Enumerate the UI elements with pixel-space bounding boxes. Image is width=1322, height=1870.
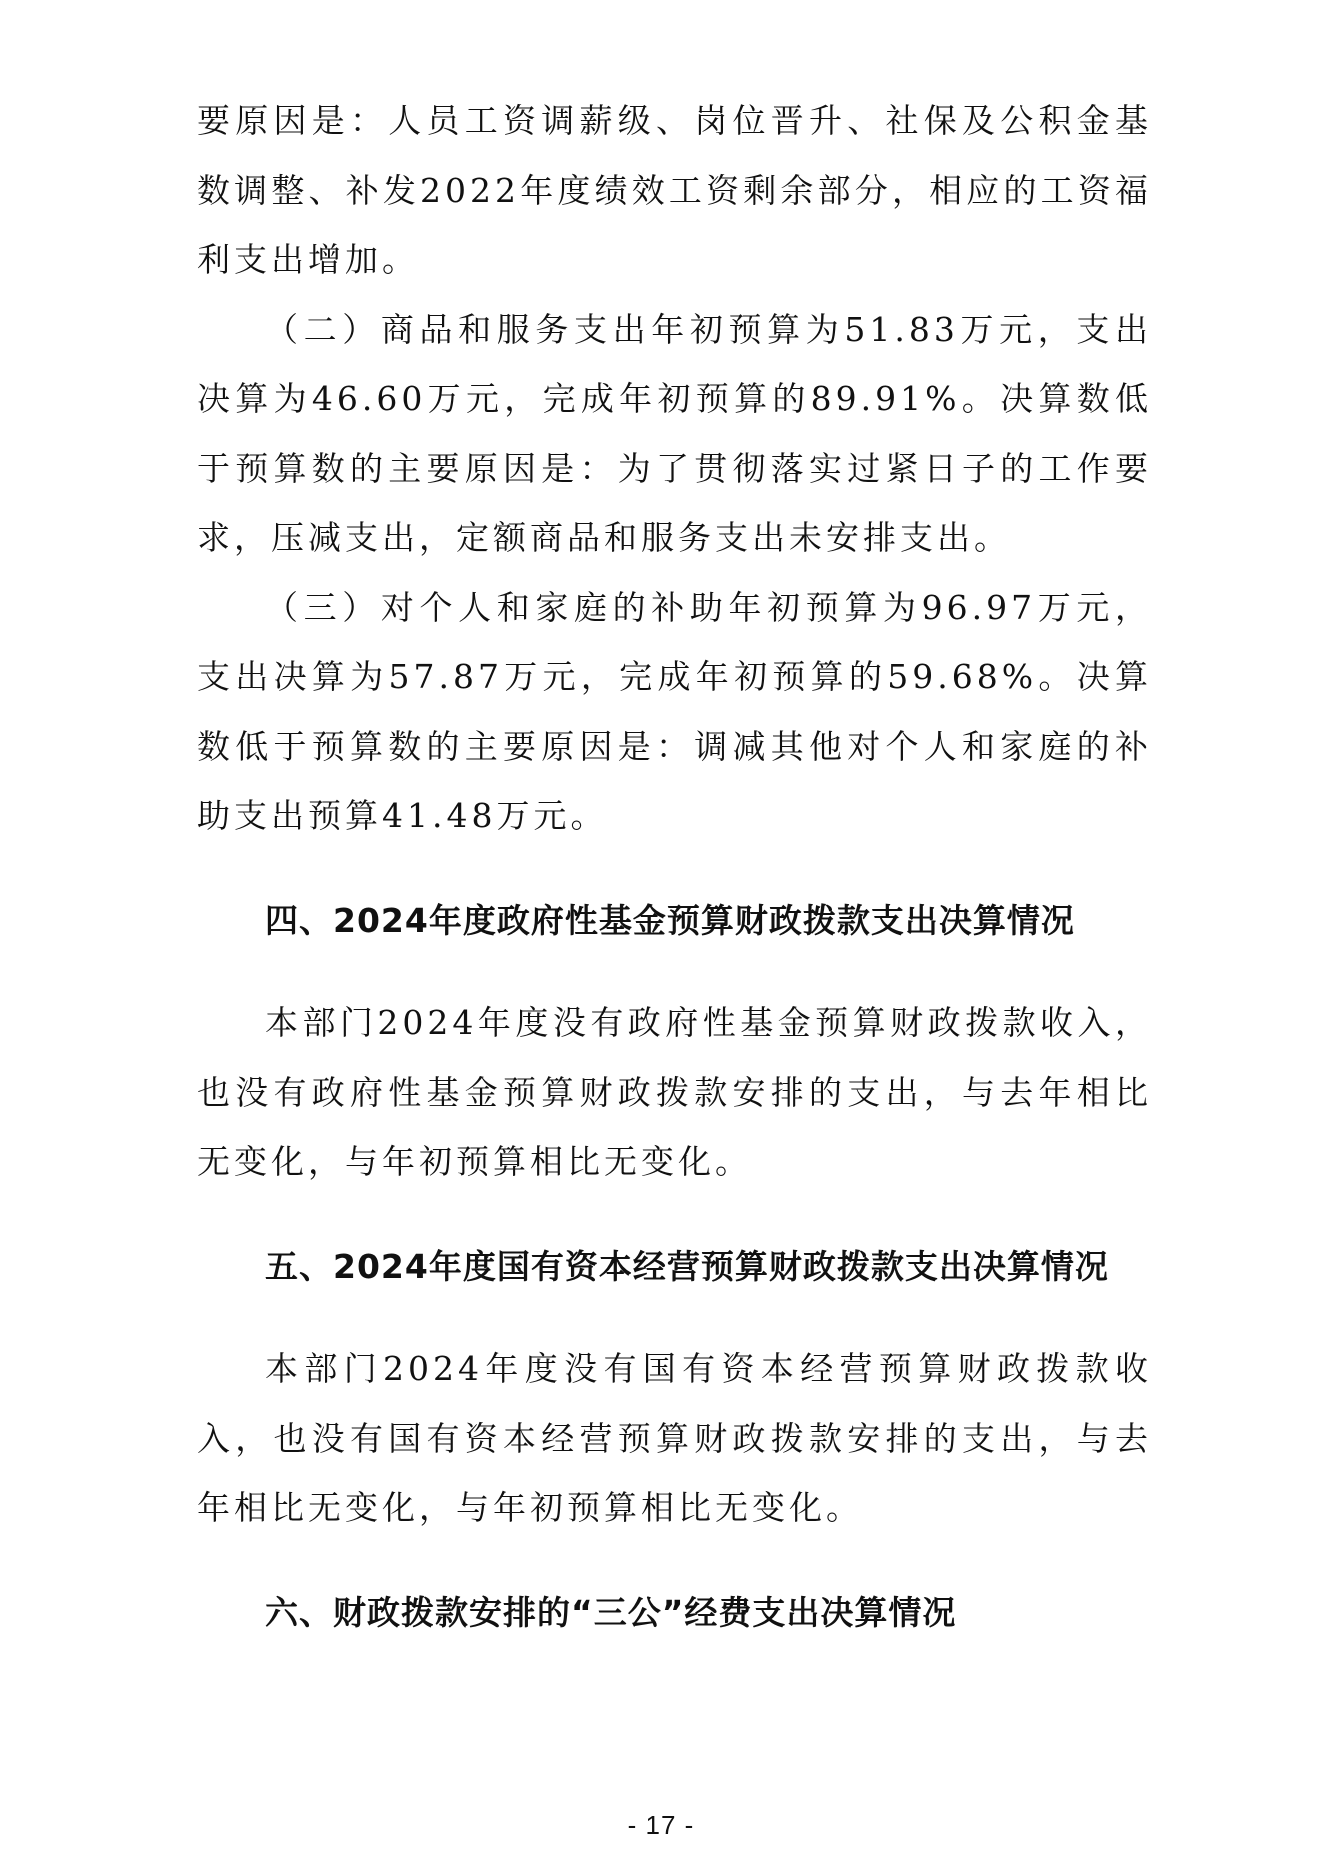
document-body xyxy=(197,86,1152,1647)
paragraph-government-fund: 本部门2024年度没有政府性基金预算财政拨款收入，也没有政府性基金预算财政拨款安排的支出，与去年相比无变化，与年初预算相比无变化。 xyxy=(197,1003,1152,1181)
paragraph-goods-services: （二）商品和服务支出年初预算为51.83万元，支出决算为46.60万元，完成年初预算的89.91%。决算数低于预算数的主要原因是：为了贯彻落实过紧日子的工作要求，压减支出，定额商品和服务支出未安排支出。 xyxy=(197,309,1152,557)
section-heading-state-capital: 五、2024年度国有资本经营预算财政拨款支出决算情况 xyxy=(265,1246,1109,1286)
section-heading-government-fund: 四、2024年度政府性基金预算财政拨款支出决算情况 xyxy=(265,900,1075,940)
page-number: - 17 - xyxy=(627,1810,695,1840)
section-heading-three-public-expenses: 六、财政拨款安排的“三公”经费支出决算情况 xyxy=(265,1592,957,1632)
paragraph-state-capital: 本部门2024年度没有国有资本经营预算财政拨款收入，也没有国有资本经营预算财政拨款安排的支出，与去年相比无变化，与年初预算相比无变化。 xyxy=(197,1349,1152,1527)
paragraph-household-subsidy: （三）对个人和家庭的补助年初预算为96.97万元，支出决算为57.87万元，完成年初预算的59.68%。决算数低于预算数的主要原因是：调减其他对个人和家庭的补助支出预算41.48万元。 xyxy=(197,587,1152,835)
paragraph-salary-reason: 要原因是：人员工资调薪级、岗位晋升、社保及公积金基数调整、补发2022年度绩效工资剩余部分，相应的工资福利支出增加。 xyxy=(197,101,1152,279)
